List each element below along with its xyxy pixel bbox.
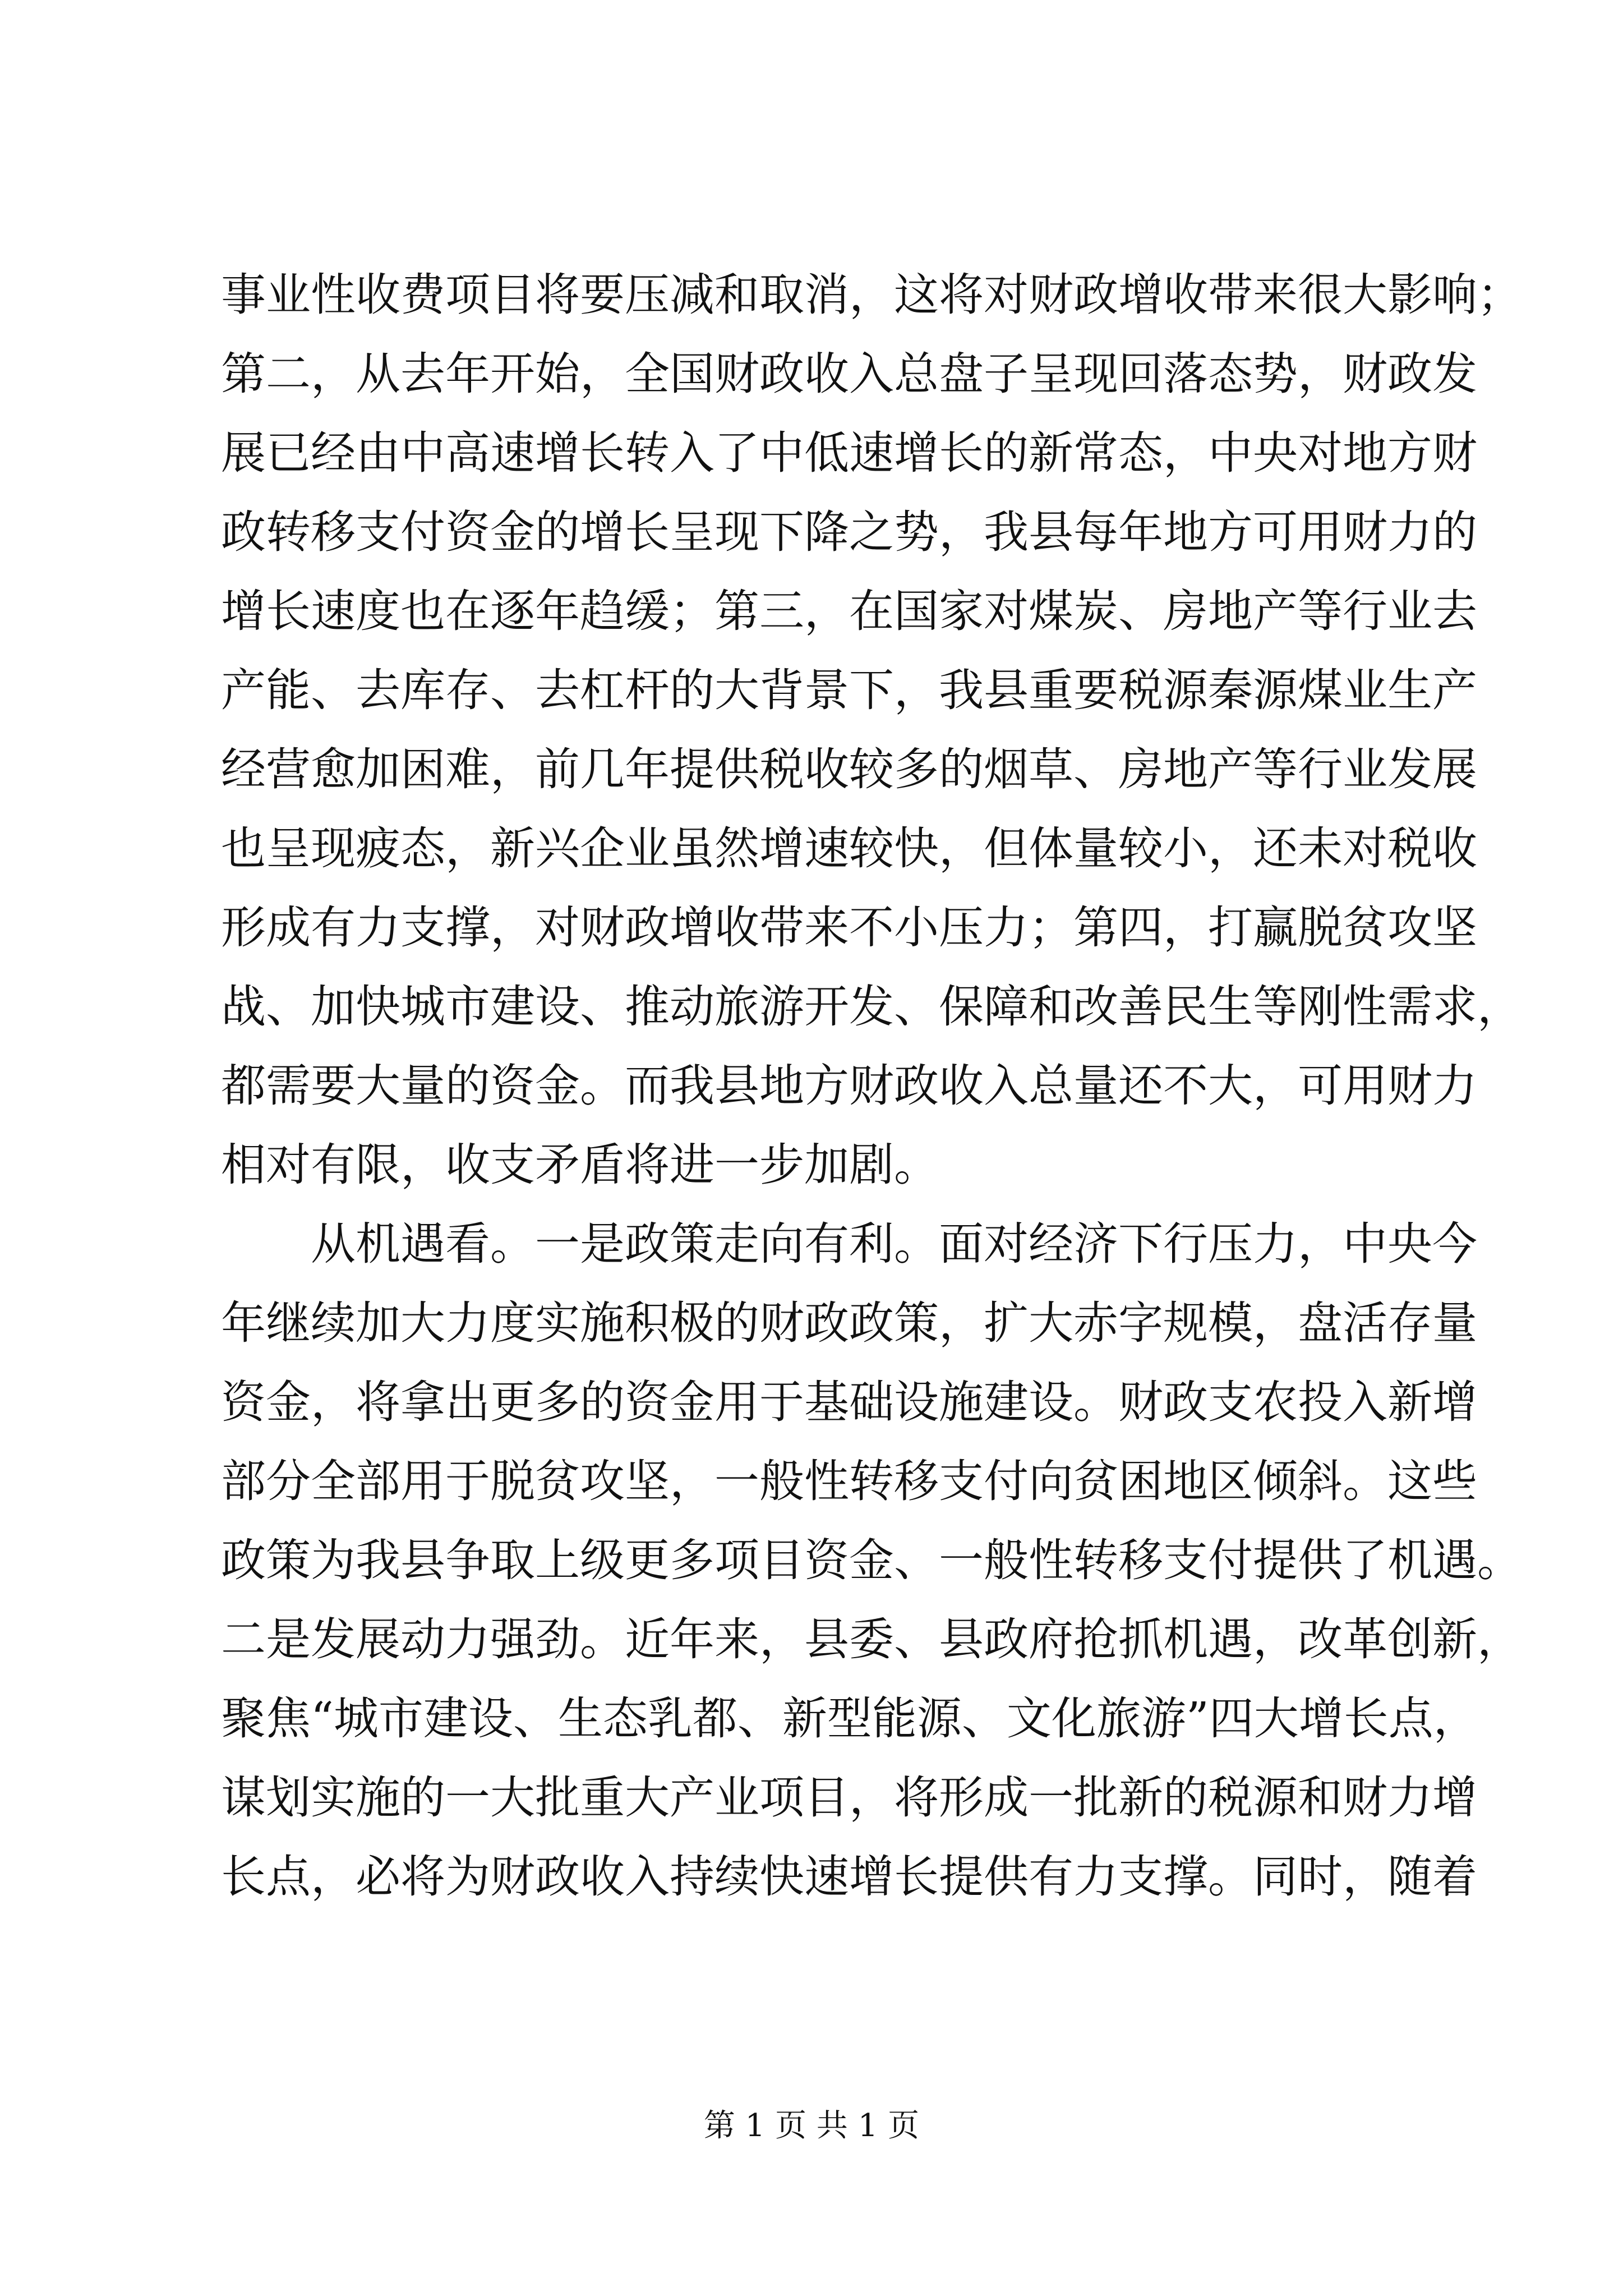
text-line: 政转移支付资金的增长呈现下降之势，我县每年地方可用财力的 xyxy=(221,506,1477,558)
text-line: 长点，必将为财政收入持续快速增长提供有力支撑。同时，随着 xyxy=(221,1851,1477,1903)
text-line: 战、加快城市建设、推动旅游开发、保障和改善民生等刚性需求， xyxy=(221,981,1522,1033)
text-line: 事业性收费项目将要压减和取消，这将对财政增收带来很大影响； xyxy=(221,269,1522,321)
text-line: 第二，从去年开始，全国财政收入总盘子呈现回落态势，财政发 xyxy=(221,348,1477,400)
text-line: 相对有限，收支矛盾将进一步加剧。 xyxy=(221,1139,939,1191)
text-line: 年继续加大力度实施积极的财政政策，扩大赤字规模，盘活存量 xyxy=(221,1297,1477,1349)
text-line: 形成有力支撑，对财政增收带来不小压力；第四，打赢脱贫攻坚 xyxy=(221,901,1477,954)
text-line: 也呈现疲态，新兴企业虽然增速较快，但体量较小，还未对税收 xyxy=(221,822,1477,875)
text-line: 展已经由中高速增长转入了中低速增长的新常态，中央对地方财 xyxy=(221,427,1477,479)
text-line: 资金，将拿出更多的资金用于基础设施建设。财政支农投入新增 xyxy=(221,1376,1477,1428)
page-number-label: 第 1 页 共 1 页 xyxy=(703,2108,920,2144)
text-line: 经营愈加困难，前几年提供税收较多的烟草、房地产等行业发展 xyxy=(221,743,1477,795)
text-line: 谋划实施的一大批重大产业项目，将形成一批新的税源和财力增 xyxy=(221,1772,1477,1824)
text-line: 政策为我县争取上级更多项目资金、一般性转移支付提供了机遇。 xyxy=(221,1534,1522,1586)
text-line: 产能、去库存、去杠杆的大背景下，我县重要税源秦源煤业生产 xyxy=(221,664,1477,716)
paragraph-first-line: 从机遇看。一是政策走向有利。面对经济下行压力，中央今 xyxy=(311,1218,1477,1270)
text-line: 部分全部用于脱贫攻坚，一般性转移支付向贫困地区倾斜。这些 xyxy=(221,1455,1477,1507)
text-line: 二是发展动力强劲。近年来，县委、县政府抢抓机遇，改革创新， xyxy=(221,1613,1522,1665)
document-body xyxy=(221,255,1522,1916)
page-footer xyxy=(0,2104,1623,2148)
text-line: 聚焦“城市建设、生态乳都、新型能源、文化旅游”四大增长点， xyxy=(221,1692,1478,1745)
text-line: 都需要大量的资金。而我县地方财政收入总量还不大，可用财力 xyxy=(221,1060,1477,1112)
text-line: 增长速度也在逐年趋缓；第三，在国家对煤炭、房地产等行业去 xyxy=(221,585,1477,637)
